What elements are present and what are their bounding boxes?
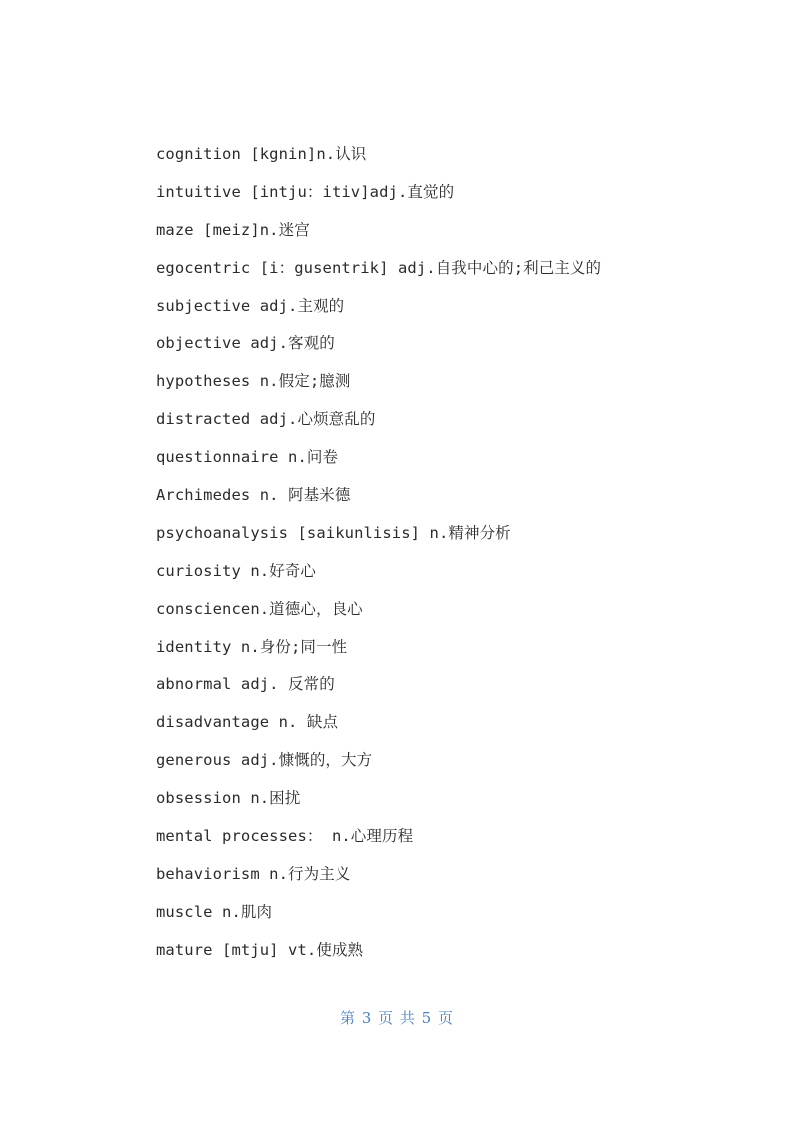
vocabulary-entry: subjective adj.主观的 xyxy=(156,296,345,315)
vocabulary-entry: identity n.身份;同一性 xyxy=(156,637,348,656)
vocabulary-entry: abnormal adj. 反常的 xyxy=(156,675,335,694)
vocabulary-entry: intuitive [intju：itiv]adj.直觉的 xyxy=(156,182,455,201)
vocabulary-entry: objective adj.客观的 xyxy=(156,334,335,353)
vocabulary-entry: obsession n.困扰 xyxy=(156,789,301,808)
vocabulary-entry: generous adj.慷慨的，大方 xyxy=(156,751,373,770)
vocabulary-entry: egocentric [i：gusentrik] adj.自我中心的;利己主义的 xyxy=(156,258,602,277)
vocabulary-entry: mental processes： n.心理历程 xyxy=(156,827,414,846)
vocabulary-entry: Archimedes n. 阿基米德 xyxy=(156,486,351,505)
vocabulary-entry: cognition [kgnin]n.认识 xyxy=(156,145,367,163)
page-number-footer: 第 3 页 共 5 页 xyxy=(340,1009,454,1027)
vocabulary-entry: maze [meiz]n.迷宫 xyxy=(156,220,310,239)
vocabulary-entry: curiosity n.好奇心 xyxy=(156,561,316,580)
vocabulary-entry: behaviorism n.行为主义 xyxy=(156,864,351,883)
vocabulary-list xyxy=(156,142,601,976)
vocabulary-entry: questionnaire n.问卷 xyxy=(156,448,339,467)
vocabulary-entry: disadvantage n. 缺点 xyxy=(156,713,339,732)
vocabulary-entry: hypotheses n.假定;臆测 xyxy=(156,372,351,391)
vocabulary-entry: muscle n.肌肉 xyxy=(156,902,273,921)
vocabulary-entry: psychoanalysis [saikunlisis] n.精神分析 xyxy=(156,523,511,542)
vocabulary-entry: consciencen.道德心，良心 xyxy=(156,599,363,618)
vocabulary-entry: mature [mtju] vt.使成熟 xyxy=(156,940,364,959)
vocabulary-entry: distracted adj.心烦意乱的 xyxy=(156,410,376,429)
